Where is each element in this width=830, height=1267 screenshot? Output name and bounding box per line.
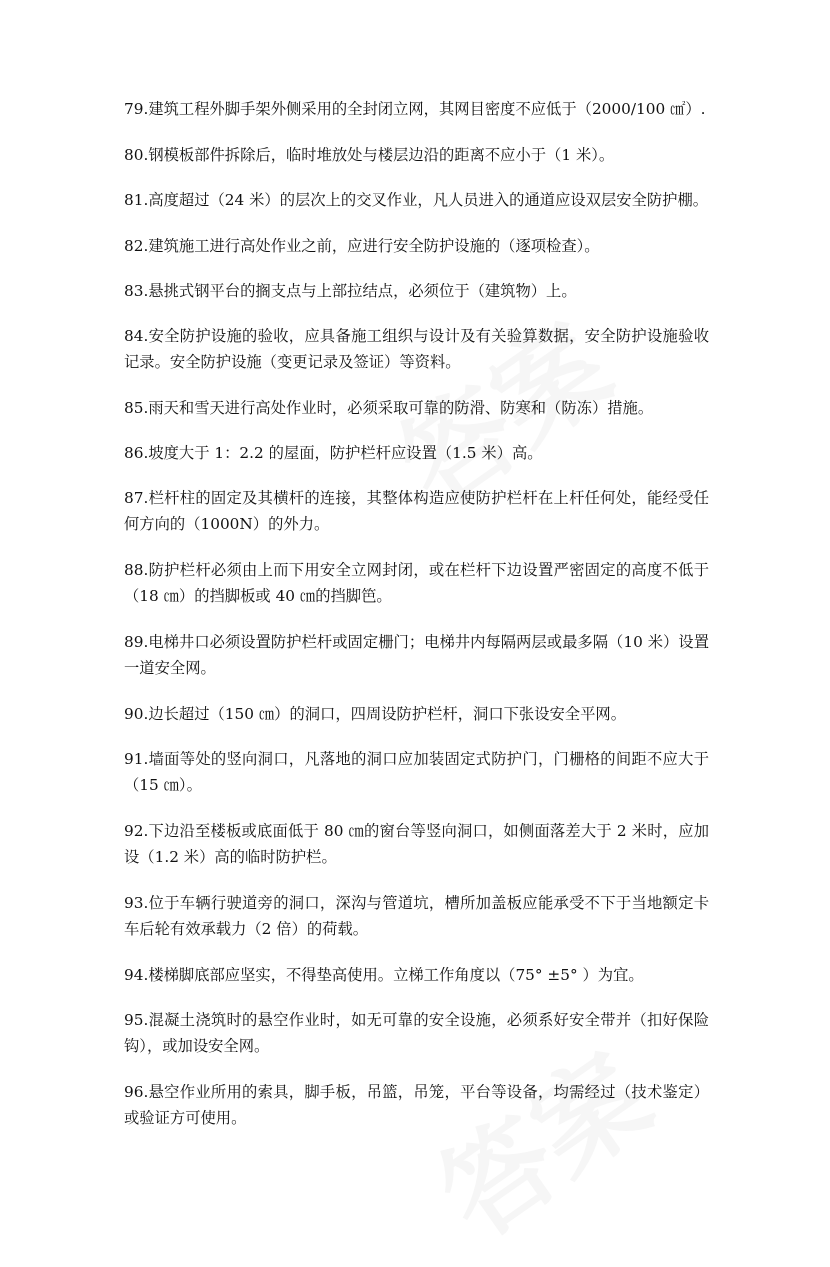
list-item: 83.悬挑式钢平台的搁支点与上部拉结点，必须位于（建筑物）上。 — [124, 282, 577, 300]
list-item: 81.高度超过（24 米）的层次上的交叉作业，凡人员进入的通道应设双层安全防护棚。 — [124, 191, 709, 209]
list-item: 89.电梯井口必须设置防护栏杆或固定栅门；电梯井内每隔两层或最多隔（10 米）设置一道安全网。 — [124, 633, 709, 677]
list-item: 95.混凝土浇筑时的悬空作业时，如无可靠的安全设施，必须系好安全带并（扣好保险钩），或加设安全网。 — [124, 1011, 709, 1055]
list-item: 82.建筑施工进行高处作业之前，应进行安全防护设施的（逐项检查）。 — [124, 237, 600, 255]
list-item: 93.位于车辆行驶道旁的洞口，深沟与管道坑，槽所加盖板应能承受不下于当地额定卡车后轮有效承载力（2 倍）的荷载。 — [124, 894, 709, 938]
list-item: 86.坡度大于 1：2.2 的屋面，防护栏杆应设置（1.5 米）高。 — [124, 444, 543, 462]
list-item: 85.雨天和雪天进行高处作业时，必须采取可靠的防滑、防寒和（防冻）措施。 — [124, 399, 654, 417]
list-item: 79.建筑工程外脚手架外侧采用的全封闭立网，其网目密度不应低于（2000/100 ㎠）. — [124, 100, 706, 118]
list-item: 87.栏杆柱的固定及其横杆的连接，其整体构造应使防护栏杆在上杆任何处，能经受任何方向的（1000N）的外力。 — [124, 489, 709, 533]
document-body — [124, 96, 709, 1131]
list-item: 84.安全防护设施的验收，应具备施工组织与设计及有关验算数据，安全防护设施验收记录。安全防护设施（变更记录及签证）等资料。 — [124, 327, 709, 371]
list-item: 80.钢模板部件拆除后，临时堆放处与楼层边沿的距离不应小于（1 米）。 — [124, 146, 615, 164]
list-item: 94.楼梯脚底部应坚实，不得垫高使用。立梯工作角度以（75° ±5° ）为宜。 — [124, 966, 644, 984]
list-item: 96.悬空作业所用的索具，脚手板，吊篮，吊笼，平台等设备，均需经过（技术鉴定）或验证方可使用。 — [124, 1083, 709, 1127]
list-item: 92.下边沿至楼板或底面低于 80 ㎝的窗台等竖向洞口，如侧面落差大于 2 米时，应加设（1.2 米）高的临时防护栏。 — [124, 822, 709, 866]
list-item: 90.边长超过（150 ㎝）的洞口，四周设防护栏杆，洞口下张设安全平网。 — [124, 705, 626, 723]
list-item: 91.墙面等处的竖向洞口，凡落地的洞口应加装固定式防护门，门栅格的间距不应大于（15 ㎝）。 — [124, 750, 709, 794]
list-item: 88.防护栏杆必须由上而下用安全立网封闭，或在栏杆下边设置严密固定的高度不低于（18 ㎝）的挡脚板或 40 ㎝的挡脚笆。 — [124, 561, 709, 605]
